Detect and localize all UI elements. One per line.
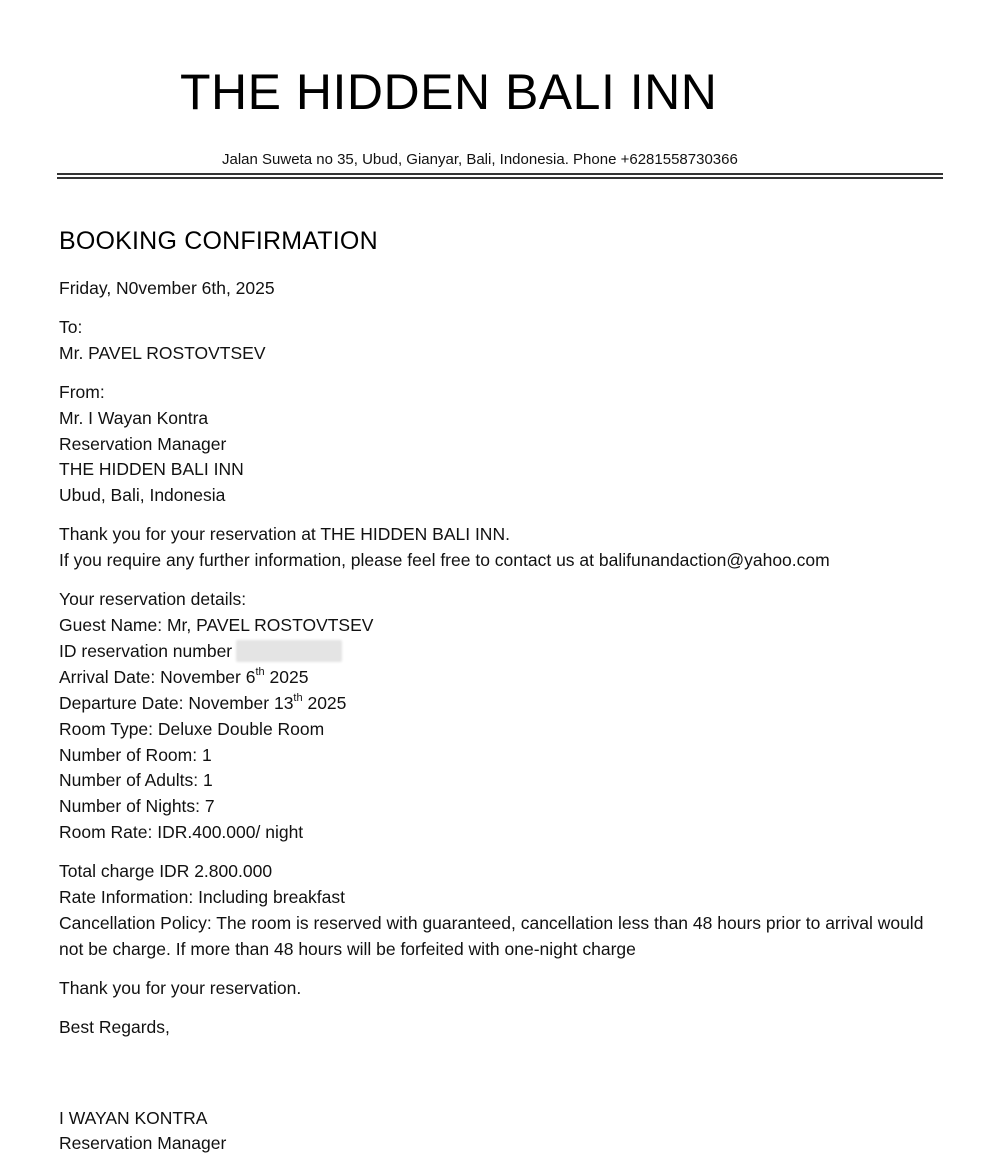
cancellation-policy: Cancellation Policy: The room is reserved with guaranteed, cancellation less than 48 hours prior to arrival would not be charge. If more than 48 hours will be forfeited with one-night charge — [59, 912, 924, 959]
reservation-id-row — [59, 639, 939, 665]
header-divider-secondary — [57, 177, 943, 179]
number-of-adults: Number of Adults: 1 — [59, 770, 213, 791]
arrival-date-year: 2025 — [264, 666, 309, 687]
header-divider — [57, 173, 943, 175]
closing-thanks: Thank you for your reservation. — [59, 977, 302, 998]
total-charge: Total charge IDR 2.800.000 — [59, 861, 273, 882]
arrival-date-ordinal: th — [255, 665, 265, 678]
room-type: Room Type: Deluxe Double Room — [59, 718, 325, 739]
departure-date-year: 2025 — [302, 692, 347, 713]
letter-date: Friday, N0vember 6th, 2025 — [59, 278, 275, 298]
hotel-name-heading: THE HIDDEN BALI INN — [180, 64, 718, 120]
intro-paragraph — [59, 522, 939, 574]
recipient-name: Mr. PAVEL ROSTOVTSEV — [59, 342, 266, 363]
closing-thanks-paragraph — [59, 976, 939, 1002]
rate-information: Rate Information: Including breakfast — [59, 887, 345, 908]
sender-name: Mr. I Wayan Kontra — [59, 407, 209, 428]
sender-block — [59, 380, 939, 510]
sender-role: Reservation Manager — [59, 433, 227, 454]
letter-body — [59, 276, 939, 1170]
number-of-rooms: Number of Room: 1 — [59, 744, 212, 765]
signature-block — [59, 1106, 939, 1158]
signature-space — [59, 1054, 939, 1106]
signature-role: Reservation Manager — [59, 1133, 227, 1154]
hotel-address: Jalan Suweta no 35, Ubud, Gianyar, Bali, Indonesia. Phone +6281558730366 — [222, 151, 738, 168]
letter-date-paragraph — [59, 276, 939, 302]
departure-date — [59, 691, 939, 717]
recipient-label: To: — [59, 316, 83, 337]
redacted-reservation-number — [236, 640, 342, 662]
sender-label: From: — [59, 381, 105, 402]
guest-name: Guest Name: Mr, PAVEL ROSTOVTSEV — [59, 614, 374, 635]
arrival-date-text: Arrival Date: November 6 — [59, 666, 256, 687]
room-rate: Room Rate: IDR.400.000/ night — [59, 822, 304, 843]
reservation-details — [59, 587, 939, 846]
charges-block — [59, 859, 939, 963]
departure-date-text: Departure Date: November 13 — [59, 692, 294, 713]
document-title: BOOKING CONFIRMATION — [59, 227, 378, 255]
sender-location: Ubud, Bali, Indonesia — [59, 485, 226, 506]
recipient-block — [59, 315, 939, 367]
details-heading: Your reservation details: — [59, 589, 247, 610]
sender-company: THE HIDDEN BALI INN — [59, 459, 244, 480]
intro-contact: If you require any further information, please feel free to contact us at balifunandaction@yahoo.com — [59, 550, 830, 571]
closing-regards-paragraph — [59, 1015, 939, 1041]
departure-date-ordinal: th — [293, 691, 303, 704]
closing-regards: Best Regards, — [59, 1016, 170, 1037]
arrival-date — [59, 665, 939, 691]
signature-name: I WAYAN KONTRA — [59, 1107, 208, 1128]
intro-thanks: Thank you for your reservation at THE HIDDEN BALI INN. — [59, 524, 510, 545]
reservation-id-label: ID reservation number — [59, 640, 233, 661]
number-of-nights: Number of Nights: 7 — [59, 796, 215, 817]
